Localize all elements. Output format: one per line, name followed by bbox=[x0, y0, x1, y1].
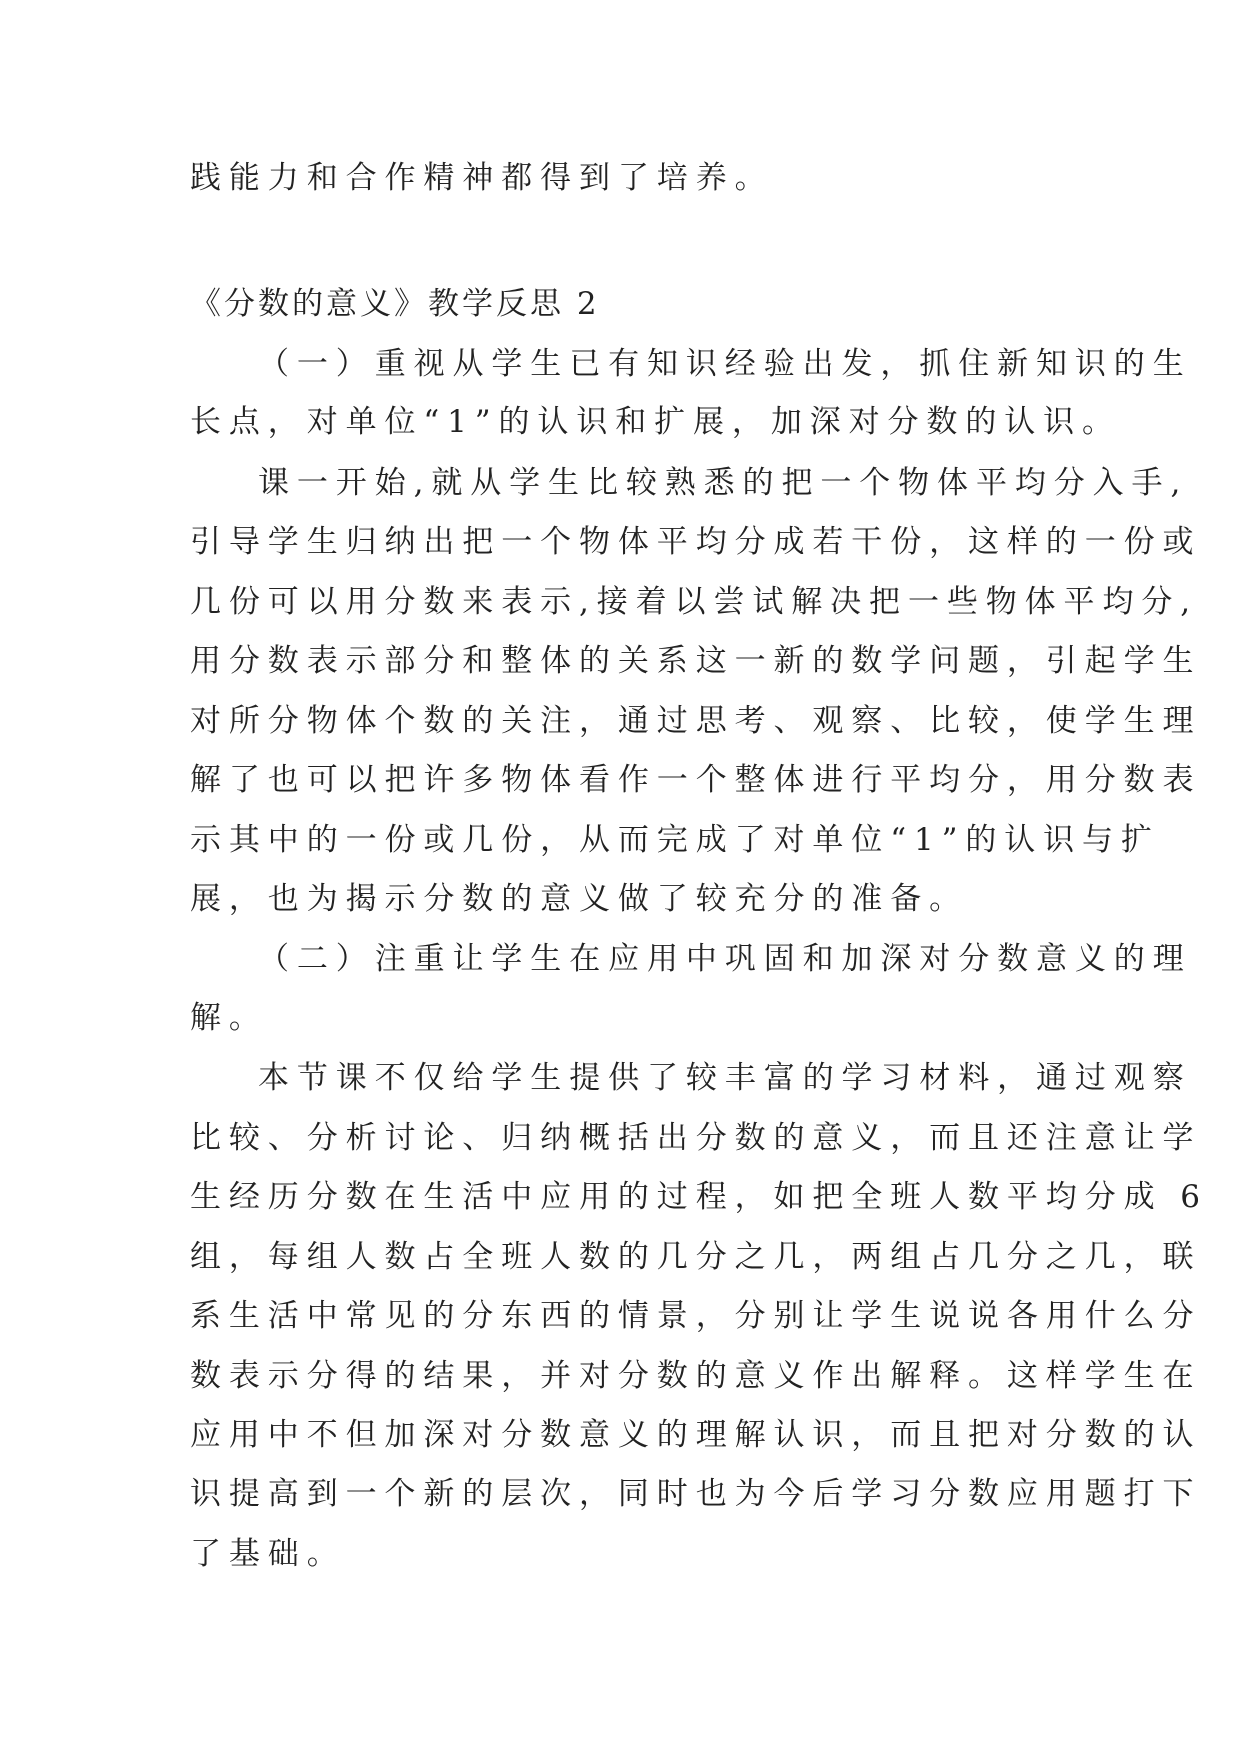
paragraph-line: 数表示分得的结果，并对分数的意义作出解释。这样学生在 bbox=[190, 1358, 1202, 1394]
paragraph-line: 本节课不仅给学生提供了较丰富的学习材料，通过观察 bbox=[258, 1060, 1192, 1096]
paragraph-line: 课一开始,就从学生比较熟悉的把一个物体平均分入手, bbox=[258, 465, 1189, 501]
paragraph-line: 对所分物体个数的关注，通过思考、观察、比较，使学生理 bbox=[190, 703, 1202, 739]
paragraph-line: 用分数表示部分和整体的关系这一新的数学问题，引起学生 bbox=[190, 643, 1202, 679]
subheading-line: 长点，对单位“1”的认识和扩展，加深对分数的认识。 bbox=[190, 404, 1121, 440]
subheading-line: 解。 bbox=[190, 1000, 268, 1036]
section-heading: 《分数的意义》教学反思 2 bbox=[190, 286, 600, 322]
paragraph-line: 展，也为揭示分数的意义做了较充分的准备。 bbox=[190, 881, 968, 917]
paragraph-line: 示其中的一份或几份，从而完成了对单位“1”的认识与扩 bbox=[190, 822, 1160, 858]
subheading-line: （一）重视从学生已有知识经验出发，抓住新知识的生 bbox=[258, 346, 1192, 382]
subheading-line: （二）注重让学生在应用中巩固和加深对分数意义的理 bbox=[258, 941, 1192, 977]
paragraph-line: 识提高到一个新的层次，同时也为今后学习分数应用题打下 bbox=[190, 1476, 1202, 1512]
paragraph-line: 了基础。 bbox=[190, 1536, 346, 1572]
paragraph-line: 解了也可以把许多物体看作一个整体进行平均分，用分数表 bbox=[190, 762, 1202, 798]
paragraph-line: 生经历分数在生活中应用的过程，如把全班人数平均分成 6 bbox=[190, 1179, 1208, 1215]
paragraph-line: 应用中不但加深对分数意义的理解认识，而且把对分数的认 bbox=[190, 1417, 1202, 1453]
paragraph-line: 践能力和合作精神都得到了培养。 bbox=[190, 160, 774, 196]
paragraph-line: 比较、分析讨论、归纳概括出分数的意义，而且还注意让学 bbox=[190, 1120, 1202, 1156]
paragraph-line: 组，每组人数占全班人数的几分之几，两组占几分之几，联 bbox=[190, 1239, 1202, 1275]
paragraph-line: 几份可以用分数来表示,接着以尝试解决把一些物体平均分, bbox=[190, 584, 1199, 620]
paragraph-line: 引导学生归纳出把一个物体平均分成若干份，这样的一份或 bbox=[190, 524, 1202, 560]
paragraph-line: 系生活中常见的分东西的情景，分别让学生说说各用什么分 bbox=[190, 1298, 1202, 1334]
